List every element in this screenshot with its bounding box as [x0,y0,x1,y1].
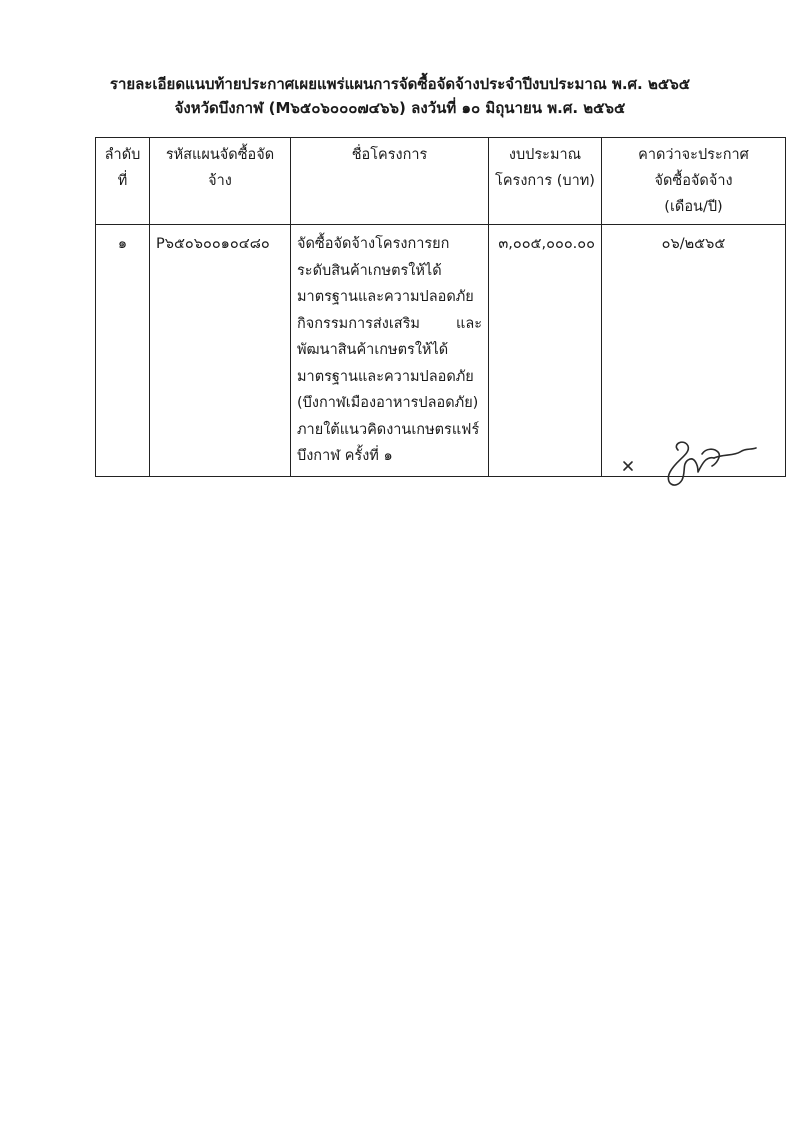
procurement-plan-table [95,137,786,477]
header-name-label: ชื่อโครงการ [351,147,428,163]
header-name [291,138,489,225]
cell-project-name: จัดซื้อจัดจ้างโครงการยกระดับสินค้าเกษตรให้ได้มาตรฐานและความปลอดภัย กิจกรรมการส่งเสริม และพัฒนาสินค้าเกษตรให้ได้มาตรฐานและความปลอดภัย (บึงกาฬเมืองอาหารปลอดภัย) ภายใต้แนวคิดงานเกษตรแฟร์บึงกาฬ ครั้งที่ ๑ [291,225,489,477]
document-header [0,72,800,120]
header-budget-line1: งบประมาณ [508,147,582,163]
header-period-line1: คาดว่าจะประกาศ [638,147,749,163]
header-period-line3: (เดือน/ปี) [664,199,723,215]
cell-no: ๑ [96,225,150,477]
cell-period: ๐๖/๒๕๖๕ [602,225,786,477]
cell-code: P๖๕๐๖๐๐๑๐๔๘๐ [150,225,291,477]
handwritten-signature-icon [618,430,768,500]
document-title-line1: รายละเอียดแนบท้ายประกาศเผยแพร่แผนการจัดซื้อจัดจ้างประจำปีงบประมาณ พ.ศ. ๒๕๖๕ [109,75,691,93]
header-no-line2: ที่ [117,173,128,189]
document-title-line2: จังหวัดบึงกาฬ (M๖๕๐๖๐๐๐๗๔๖๖) ลงวันที่ ๑๐ มิถุนายน พ.ศ. ๒๕๖๕ [174,99,626,117]
header-period [602,138,786,225]
header-code-label: รหัสแผนจัดซื้อจัดจ้าง [165,147,275,189]
header-budget [489,138,602,225]
header-no-line1: ลำดับ [104,147,141,163]
header-period-line2: จัดซื้อจัดจ้าง [654,173,733,189]
header-budget-line2: โครงการ (บาท) [495,173,595,189]
header-no [96,138,150,225]
header-code [150,138,291,225]
cell-budget: ๓,๐๐๕,๐๐๐.๐๐ [489,225,602,477]
table-header-row [96,138,786,225]
